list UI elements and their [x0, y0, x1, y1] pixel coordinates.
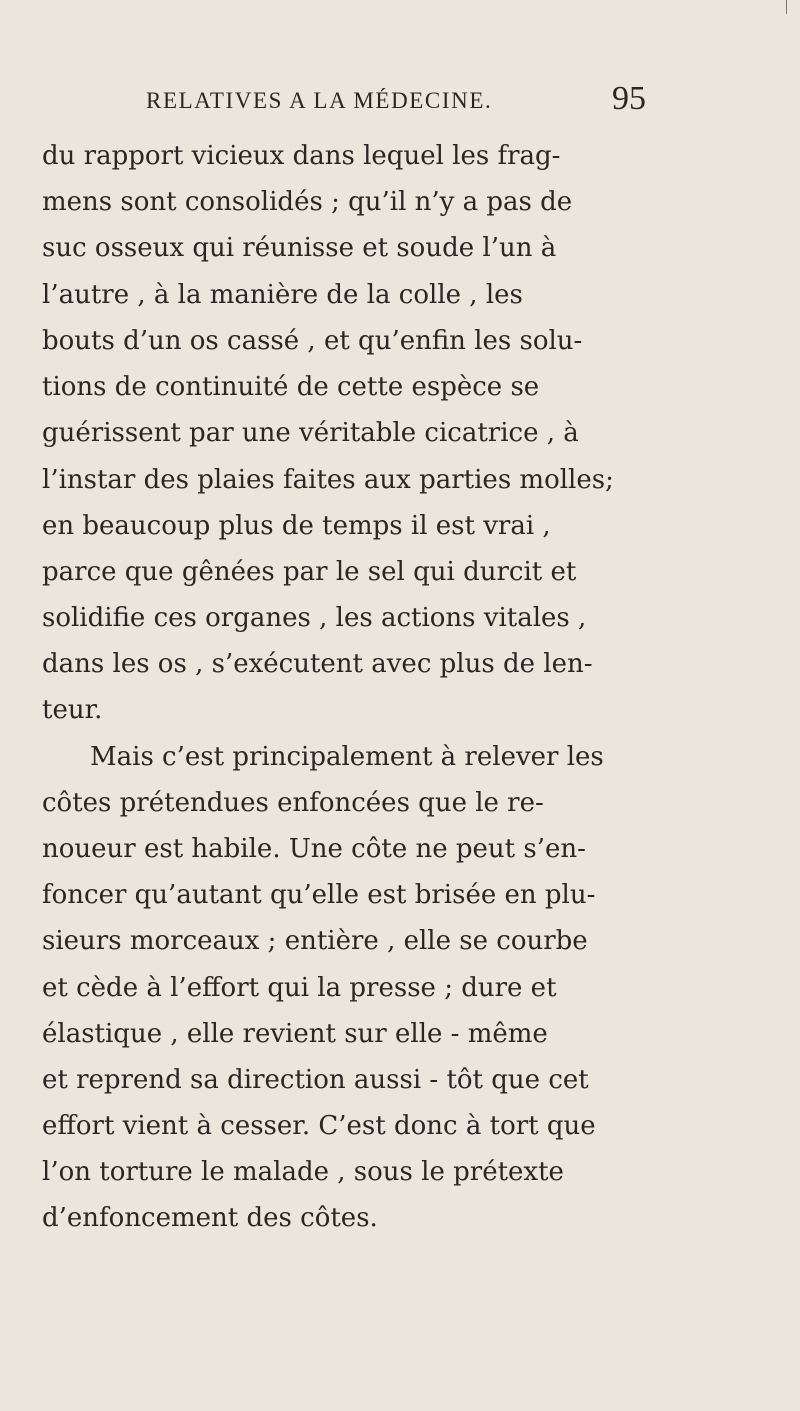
text-line: foncer qu’autant qu’elle est brisée en plu-: [42, 880, 596, 910]
text-line: élastique , elle revient sur elle - même: [42, 1019, 548, 1049]
page-number: 95: [612, 80, 646, 117]
text-line: l’autre , à la manière de la colle , les: [42, 280, 523, 310]
text-line: l’instar des plaies faites aux parties molles;: [42, 465, 614, 495]
text-line: en beaucoup plus de temps il est vrai ,: [42, 511, 551, 541]
text-line: parce que gênées par le sel qui durcit et: [42, 557, 577, 587]
text-line: sieurs morceaux ; entière , elle se courbe: [42, 926, 588, 956]
text-line: Mais c’est principalement à relever les: [90, 742, 604, 772]
text-line: effort vient à cesser. C’est donc à tort que: [42, 1111, 596, 1141]
text-line: noueur est habile. Une côte ne peut s’en-: [42, 834, 586, 864]
text-line: teur.: [42, 695, 103, 725]
text-line: dans les os , s’exécutent avec plus de len-: [42, 649, 593, 679]
text-line: et cède à l’effort qui la presse ; dure et: [42, 973, 557, 1003]
running-header: [0, 82, 800, 122]
text-line: mens sont consolidés ; qu’il n’y a pas de: [42, 187, 573, 217]
text-line: d’enfoncement des côtes.: [42, 1203, 378, 1233]
text-line: solidifie ces organes , les actions vitales ,: [42, 603, 587, 633]
text-line: guérissent par une véritable cicatrice , à: [42, 418, 579, 448]
page-edge-mark: [786, 0, 787, 14]
text-line: côtes prétendues enfoncées que le re-: [42, 788, 544, 818]
text-line: et reprend sa direction aussi - tôt que cet: [42, 1065, 589, 1095]
text-line: l’on torture le malade , sous le prétexte: [42, 1157, 564, 1187]
text-line: suc osseux qui réunisse et soude l’un à: [42, 233, 557, 263]
text-line: bouts d’un os cassé , et qu’enfin les solu-: [42, 326, 583, 356]
text-line: du rapport vicieux dans lequel les frag-: [42, 141, 561, 171]
running-title: RELATIVES A LA MÉDECINE.: [146, 88, 493, 113]
text-line: tions de continuité de cette espèce se: [42, 372, 540, 402]
